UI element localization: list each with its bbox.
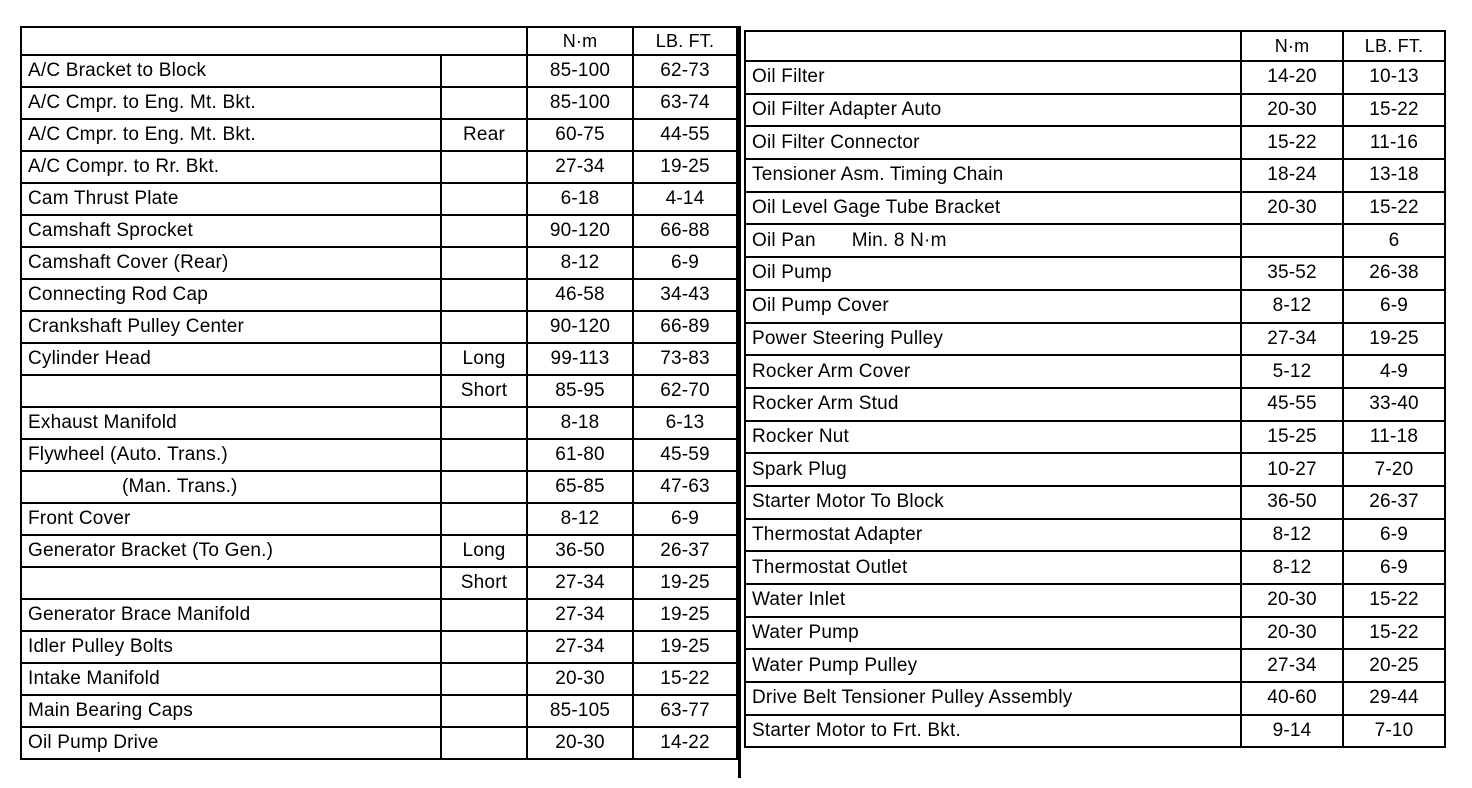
item-position [441,87,527,119]
item-name [745,715,1241,748]
value-lbft: 6-9 [633,247,737,279]
value-lbft: 26-37 [1343,486,1445,519]
value-lbft: 29-44 [1343,682,1445,715]
table-row [745,388,1445,421]
item-name [745,682,1241,715]
item-name: A/C Compr. to Rr. Bkt. [21,151,441,183]
value-lbft: 26-37 [633,535,737,567]
item-name: Flywheel (Auto. Trans.) [21,439,441,471]
item-position [441,727,527,759]
item-name: Intake Manifold [21,663,441,695]
table-row [21,311,737,343]
value-lbft: 34-43 [633,279,737,311]
table-row [21,727,737,759]
item-name [21,567,441,599]
value-nm: 15-25 [1241,421,1343,454]
value-nm: 85-100 [527,55,633,87]
item-position: Short [441,375,527,407]
table-row [745,323,1445,356]
item-name: Idler Pulley Bolts [21,631,441,663]
item-name [745,388,1241,421]
value-nm: 27-34 [527,151,633,183]
value-nm: 85-95 [527,375,633,407]
table-row [745,617,1445,650]
table-row [21,247,737,279]
value-nm: 8-12 [1241,519,1343,552]
value-nm: 5-12 [1241,355,1343,388]
value-lbft: 6-13 [633,407,737,439]
value-nm: 15-22 [1241,126,1343,159]
item-name [745,94,1241,127]
value-lbft: 11-16 [1343,126,1445,159]
item-name: Exhaust Manifold [21,407,441,439]
item-position [441,439,527,471]
value-nm: 35-52 [1241,257,1343,290]
right-torque-table [744,30,1446,748]
item-label: Tensioner Asm. Timing Chain [752,164,1004,186]
value-lbft: 66-89 [633,311,737,343]
table-row [745,224,1445,257]
value-nm: 27-34 [527,631,633,663]
value-nm: 40-60 [1241,682,1343,715]
item-name [745,486,1241,519]
value-lbft: 7-10 [1343,715,1445,748]
table-row [21,119,737,151]
left-torque-table [20,26,738,760]
item-name: Camshaft Cover (Rear) [21,247,441,279]
item-position [441,695,527,727]
item-position: Short [441,567,527,599]
header-lbft: LB. FT. [633,27,737,55]
table-row [745,192,1445,225]
item-name: Camshaft Sprocket [21,215,441,247]
value-lbft: 11-18 [1343,421,1445,454]
value-nm: 46-58 [527,279,633,311]
value-lbft: 15-22 [1343,94,1445,127]
value-nm: 8-12 [527,503,633,535]
table-row [21,55,737,87]
item-label: Rocker Arm Cover [752,360,911,382]
item-name [21,375,441,407]
value-lbft: 20-25 [1343,649,1445,682]
value-lbft: 7-20 [1343,453,1445,486]
item-name [745,355,1241,388]
value-lbft: 10-13 [1343,61,1445,94]
item-label: Drive Belt Tensioner Pulley Assembly [752,687,1073,709]
item-label: Oil Filter [752,66,825,88]
value-nm: 10-27 [1241,453,1343,486]
item-name [745,323,1241,356]
value-nm: 36-50 [527,535,633,567]
table-row [745,649,1445,682]
item-position [441,311,527,343]
item-label: Rocker Nut [752,425,850,447]
value-nm: 61-80 [527,439,633,471]
item-name: Cylinder Head [21,343,441,375]
header-nm: N·m [527,27,633,55]
item-name: Crankshaft Pulley Center [21,311,441,343]
table-row [745,682,1445,715]
table-row [21,567,737,599]
value-nm: 6-18 [527,183,633,215]
item-position [441,151,527,183]
item-name: Generator Bracket (To Gen.) [21,535,441,567]
value-nm: 20-30 [527,727,633,759]
item-label: Thermostat Adapter [752,523,923,545]
value-lbft: 19-25 [633,151,737,183]
item-name [745,159,1241,192]
value-nm: 20-30 [1241,617,1343,650]
item-name [745,551,1241,584]
value-lbft: 62-73 [633,55,737,87]
table-row [745,421,1445,454]
value-lbft: 44-55 [633,119,737,151]
table-row [21,183,737,215]
item-position: Rear [441,119,527,151]
value-nm: 27-34 [527,567,633,599]
value-lbft: 15-22 [633,663,737,695]
value-lbft: 47-63 [633,471,737,503]
item-position [441,215,527,247]
table-row [21,695,737,727]
item-position [441,503,527,535]
item-name: A/C Cmpr. to Eng. Mt. Bkt. [21,119,441,151]
item-position [441,183,527,215]
value-lbft: 15-22 [1343,192,1445,225]
table-row [745,126,1445,159]
value-lbft: 4-9 [1343,355,1445,388]
value-nm: 8-12 [1241,551,1343,584]
value-nm: 99-113 [527,343,633,375]
table-row [21,471,737,503]
value-nm: 8-12 [527,247,633,279]
value-nm: 20-30 [1241,94,1343,127]
item-name [745,584,1241,617]
table-row [21,663,737,695]
item-note: Min. 8 N·m [851,229,947,251]
item-name [745,192,1241,225]
table-row [745,159,1445,192]
value-lbft: 63-74 [633,87,737,119]
item-name: A/C Cmpr. to Eng. Mt. Bkt. [21,87,441,119]
item-name: A/C Bracket to Block [21,55,441,87]
item-label: Water Inlet [752,589,846,611]
table-divider [738,26,741,778]
item-position [441,55,527,87]
value-lbft: 6-9 [633,503,737,535]
table-row [745,715,1445,748]
table-row [745,486,1445,519]
item-name: Connecting Rod Cap [21,279,441,311]
value-lbft: 15-22 [1343,617,1445,650]
table-row [21,407,737,439]
value-lbft: 19-25 [1343,323,1445,356]
value-nm: 20-30 [1241,192,1343,225]
item-label: Spark Plug [752,458,847,480]
table-row [745,453,1445,486]
value-lbft: 19-25 [633,567,737,599]
value-lbft: 62-70 [633,375,737,407]
left-header-row [21,27,737,55]
header-lbft: LB. FT. [1343,31,1445,61]
table-row [21,343,737,375]
value-nm: 85-100 [527,87,633,119]
header-item-blank [21,27,527,55]
item-name: (Man. Trans.) [21,471,441,503]
item-name [745,519,1241,552]
table-row [21,375,737,407]
table-row [21,215,737,247]
table-row [745,257,1445,290]
value-nm: 14-20 [1241,61,1343,94]
item-label: Rocker Arm Stud [752,393,899,415]
value-lbft: 6-9 [1343,290,1445,323]
table-row [745,94,1445,127]
item-name: Cam Thrust Plate [21,183,441,215]
table-row [745,584,1445,617]
value-lbft: 45-59 [633,439,737,471]
value-nm: 18-24 [1241,159,1343,192]
table-row [745,355,1445,388]
item-position: Long [441,343,527,375]
item-position [441,407,527,439]
table-row [745,61,1445,94]
value-nm: 36-50 [1241,486,1343,519]
value-lbft: 73-83 [633,343,737,375]
item-label: Oil Pan [752,229,816,251]
value-lbft: 66-88 [633,215,737,247]
table-row [21,599,737,631]
item-label: Oil Pump [752,262,832,284]
value-nm: 20-30 [527,663,633,695]
value-nm: 20-30 [1241,584,1343,617]
value-nm: 8-18 [527,407,633,439]
item-label: Power Steering Pulley [752,327,944,349]
table-row [21,631,737,663]
value-nm: 9-14 [1241,715,1343,748]
table-row [21,503,737,535]
table-row [21,87,737,119]
item-position: Long [441,535,527,567]
value-nm: 8-12 [1241,290,1343,323]
item-name [745,421,1241,454]
value-lbft: 19-25 [633,631,737,663]
item-name [745,649,1241,682]
value-nm: 27-34 [1241,649,1343,682]
value-lbft: 63-77 [633,695,737,727]
item-label: Starter Motor to Frt. Bkt. [752,720,961,742]
item-name: Generator Brace Manifold [21,599,441,631]
item-name: Oil Pump Drive [21,727,441,759]
value-nm: 27-34 [527,599,633,631]
value-nm: 90-120 [527,311,633,343]
value-lbft: 26-38 [1343,257,1445,290]
item-name [745,126,1241,159]
table-row [21,279,737,311]
item-position [441,279,527,311]
value-lbft: 6 [1343,224,1445,257]
value-lbft: 19-25 [633,599,737,631]
value-lbft: 15-22 [1343,584,1445,617]
item-label: Starter Motor To Block [752,491,945,513]
right-header-row [745,31,1445,61]
item-label: Water Pump [752,622,859,644]
value-nm: 60-75 [527,119,633,151]
table-row [745,551,1445,584]
value-nm: 85-105 [527,695,633,727]
table-row [21,151,737,183]
item-position [441,471,527,503]
value-nm [1241,224,1343,257]
value-nm: 65-85 [527,471,633,503]
value-nm: 90-120 [527,215,633,247]
table-row [21,535,737,567]
item-position [441,663,527,695]
item-position [441,599,527,631]
table-row [745,290,1445,323]
item-name [745,290,1241,323]
value-lbft: 13-18 [1343,159,1445,192]
value-lbft: 33-40 [1343,388,1445,421]
item-name: Front Cover [21,503,441,535]
item-name [745,257,1241,290]
table-row [21,439,737,471]
item-position [441,247,527,279]
item-name [745,61,1241,94]
table-row [745,519,1445,552]
value-lbft: 4-14 [633,183,737,215]
value-nm: 27-34 [1241,323,1343,356]
item-position [441,631,527,663]
header-nm: N·m [1241,31,1343,61]
item-label: Thermostat Outlet [752,556,908,578]
item-name [745,453,1241,486]
item-label: Oil Level Gage Tube Bracket [752,197,1001,219]
value-lbft: 6-9 [1343,519,1445,552]
value-lbft: 6-9 [1343,551,1445,584]
value-nm: 45-55 [1241,388,1343,421]
item-name: Main Bearing Caps [21,695,441,727]
item-name [745,224,1241,257]
item-label: Oil Filter Connector [752,131,920,153]
item-name [745,617,1241,650]
value-lbft: 14-22 [633,727,737,759]
item-label: Oil Filter Adapter Auto [752,99,942,121]
header-item-blank [745,31,1241,61]
item-label: Oil Pump Cover [752,295,889,317]
item-label: Water Pump Pulley [752,654,918,676]
